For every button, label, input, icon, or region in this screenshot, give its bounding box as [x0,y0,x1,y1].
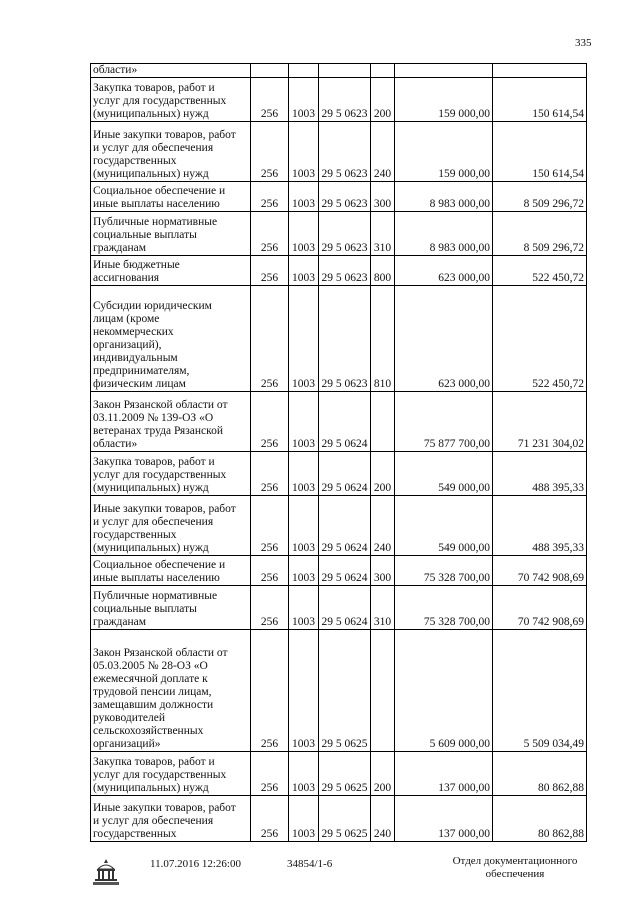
cell-target-article: 29 5 0624 [319,392,371,452]
cell-target-article [319,64,371,78]
cell-admin-code: 256 [251,630,289,752]
table-row [91,796,587,842]
cell-planned-amount: 137 000,00 [395,796,493,842]
table-row [91,556,587,586]
table-row [91,182,587,212]
cell-target-article: 29 5 0624 [319,556,371,586]
cell-target-article: 29 5 0623 [319,286,371,392]
cell-target-article: 29 5 0625 [319,796,371,842]
cell-admin-code: 256 [251,286,289,392]
table-row [91,392,587,452]
cell-name [91,122,251,182]
cell-planned-amount: 5 609 000,00 [395,630,493,752]
cell-planned-amount: 75 328 700,00 [395,556,493,586]
cell-admin-code: 256 [251,212,289,256]
cell-executed-amount: 488 395,33 [493,496,587,556]
row-name-text: Закупка товаров, работ и услуг для государственных (муниципальных) нужд [93,456,227,494]
cell-name [91,452,251,496]
cell-expense-type: 310 [371,212,395,256]
row-name-text: Субсидии юридическим лицам (кроме некоммерческих организаций), индивидуальным предпринимателям, физическим лицам [93,300,212,390]
cell-executed-amount: 80 862,88 [493,752,587,796]
cell-section-code [289,64,319,78]
cell-admin-code: 256 [251,556,289,586]
table-row [91,212,587,256]
cell-planned-amount: 8 983 000,00 [395,212,493,256]
budget-table [90,63,587,842]
cell-executed-amount [493,64,587,78]
cell-name [91,182,251,212]
cell-name [91,392,251,452]
cell-executed-amount: 150 614,54 [493,78,587,122]
duma-building-logo-icon [92,857,120,887]
cell-expense-type: 200 [371,78,395,122]
row-name-text: Социальное обеспечение и иные выплаты населению [93,185,226,210]
cell-section-code: 1003 [289,586,319,630]
row-name-text: области» [93,64,138,76]
cell-section-code: 1003 [289,630,319,752]
cell-name [91,78,251,122]
cell-admin-code: 256 [251,452,289,496]
row-name-text: Закон Рязанской области от 05.03.2005 № 28-ОЗ «О ежемесячной доплате к трудовой пенсии лицам, замещавшим должности руководителей сельскохозяйственных организаций» [93,647,228,750]
cell-section-code: 1003 [289,796,319,842]
cell-planned-amount: 159 000,00 [395,78,493,122]
cell-target-article: 29 5 0625 [319,752,371,796]
cell-admin-code: 256 [251,796,289,842]
cell-section-code: 1003 [289,752,319,796]
cell-name [91,586,251,630]
cell-executed-amount: 8 509 296,72 [493,212,587,256]
row-name-text: Закон Рязанской области от 03.11.2009 № 139-ОЗ «О ветеранах труда Рязанской области» [93,399,228,450]
cell-target-article: 29 5 0624 [319,496,371,556]
row-name-text: Иные закупки товаров, работ и услуг для обеспечения государственных (муниципальных) нужд [93,503,236,554]
cell-section-code: 1003 [289,392,319,452]
table-row [91,752,587,796]
cell-section-code: 1003 [289,122,319,182]
cell-planned-amount: 623 000,00 [395,256,493,286]
cell-executed-amount: 70 742 908,69 [493,586,587,630]
table-row [91,78,587,122]
cell-planned-amount: 159 000,00 [395,122,493,182]
cell-executed-amount: 522 450,72 [493,256,587,286]
cell-admin-code [251,64,289,78]
cell-planned-amount: 549 000,00 [395,452,493,496]
cell-target-article: 29 5 0624 [319,452,371,496]
cell-expense-type: 810 [371,286,395,392]
cell-name [91,796,251,842]
cell-admin-code: 256 [251,586,289,630]
cell-admin-code: 256 [251,256,289,286]
cell-expense-type: 240 [371,496,395,556]
row-name-text: Закупка товаров, работ и услуг для государственных (муниципальных) нужд [93,756,227,794]
table-row [91,586,587,630]
cell-planned-amount: 75 328 700,00 [395,586,493,630]
cell-expense-type [371,392,395,452]
footer-department: Отдел документационного обеспечения [452,855,578,880]
page-number: 335 [575,37,592,49]
cell-expense-type: 310 [371,586,395,630]
cell-expense-type: 240 [371,122,395,182]
cell-planned-amount: 623 000,00 [395,286,493,392]
cell-planned-amount: 549 000,00 [395,496,493,556]
row-name-text: Социальное обеспечение и иные выплаты населению [93,559,226,584]
cell-target-article: 29 5 0623 [319,256,371,286]
cell-admin-code: 256 [251,752,289,796]
cell-executed-amount: 150 614,54 [493,122,587,182]
cell-expense-type: 300 [371,556,395,586]
cell-section-code: 1003 [289,496,319,556]
row-name-text: Иные закупки товаров, работ и услуг для обеспечения государственных (муниципальных) нужд [93,129,236,180]
footer-document-number: 34854/1-6 [287,858,333,870]
cell-section-code: 1003 [289,556,319,586]
cell-target-article: 29 5 0623 [319,182,371,212]
cell-executed-amount: 522 450,72 [493,286,587,392]
cell-planned-amount: 8 983 000,00 [395,182,493,212]
cell-name [91,256,251,286]
cell-executed-amount: 70 742 908,69 [493,556,587,586]
footer-date: 11.07.2016 12:26:00 [150,858,241,870]
cell-planned-amount: 137 000,00 [395,752,493,796]
cell-target-article: 29 5 0625 [319,630,371,752]
cell-admin-code: 256 [251,78,289,122]
cell-section-code: 1003 [289,286,319,392]
cell-expense-type: 240 [371,796,395,842]
cell-name [91,630,251,752]
cell-expense-type: 800 [371,256,395,286]
cell-admin-code: 256 [251,392,289,452]
cell-target-article: 29 5 0624 [319,586,371,630]
cell-executed-amount: 80 862,88 [493,796,587,842]
table-row [91,630,587,752]
cell-section-code: 1003 [289,212,319,256]
cell-section-code: 1003 [289,256,319,286]
cell-name [91,752,251,796]
row-name-text: Публичные нормативные социальные выплаты гражданам [93,590,218,628]
cell-expense-type: 300 [371,182,395,212]
cell-target-article: 29 5 0623 [319,212,371,256]
cell-section-code: 1003 [289,182,319,212]
table-body [91,64,587,842]
cell-planned-amount [395,64,493,78]
row-name-text: Закупка товаров, работ и услуг для государственных (муниципальных) нужд [93,82,227,120]
cell-executed-amount: 71 231 304,02 [493,392,587,452]
table-row [91,64,587,78]
row-name-text: Иные бюджетные ассигнования [93,259,180,284]
cell-name [91,212,251,256]
cell-expense-type: 200 [371,452,395,496]
cell-admin-code: 256 [251,182,289,212]
cell-executed-amount: 8 509 296,72 [493,182,587,212]
cell-expense-type: 200 [371,752,395,796]
cell-executed-amount: 5 509 034,49 [493,630,587,752]
cell-executed-amount: 488 395,33 [493,452,587,496]
cell-admin-code: 256 [251,496,289,556]
cell-name [91,496,251,556]
cell-expense-type [371,630,395,752]
cell-admin-code: 256 [251,122,289,182]
cell-target-article: 29 5 0623 [319,78,371,122]
cell-planned-amount: 75 877 700,00 [395,392,493,452]
table-row [91,256,587,286]
table-row [91,452,587,496]
table-row [91,286,587,392]
cell-section-code: 1003 [289,78,319,122]
table-row [91,122,587,182]
row-name-text: Публичные нормативные социальные выплаты гражданам [93,216,218,254]
cell-name [91,286,251,392]
cell-name [91,556,251,586]
cell-name [91,64,251,78]
table-row [91,496,587,556]
row-name-text: Иные закупки товаров, работ и услуг для обеспечения государственных [93,802,236,840]
cell-expense-type [371,64,395,78]
cell-target-article: 29 5 0623 [319,122,371,182]
cell-section-code: 1003 [289,452,319,496]
